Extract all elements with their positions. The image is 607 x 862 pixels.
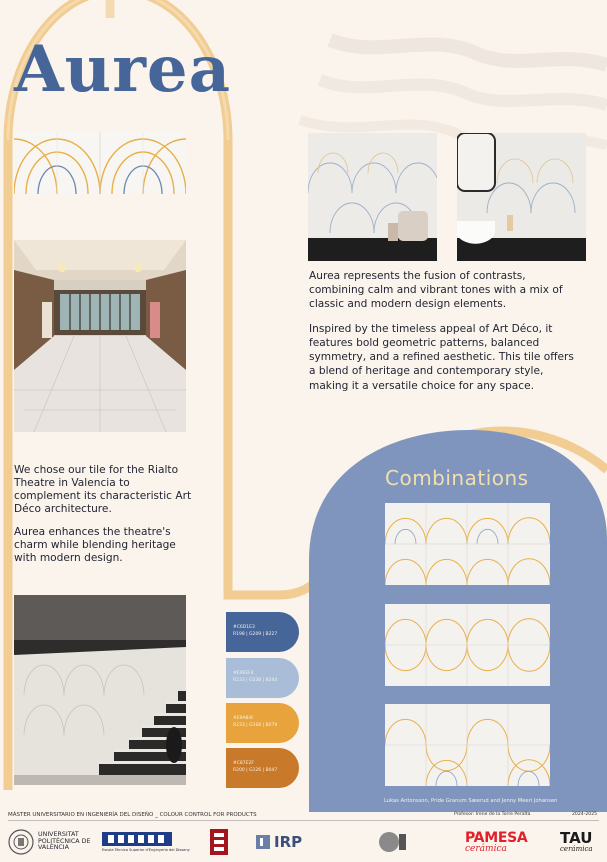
swatch-hex: #E9A84F [233,716,254,721]
combination-row-1 [385,503,550,585]
swatch-hex: #E9EEF4 [233,671,254,676]
combination-row-2 [385,604,550,686]
left-text-paragraph-1: We chose our tile for the Rialto Theatre in Valencia to complement its characteristic Art Déco architecture. [14,464,192,515]
dega-emblem-icon [208,827,230,857]
pamesa-logo [465,826,527,858]
footer-divider [8,820,599,821]
main-description [309,269,577,404]
color-swatch-3 [226,703,299,743]
theatre-lobby-photo [14,240,186,432]
pamesa-logo-text: PAMESA [465,829,528,846]
tau-logo-subtext: cerámica [560,845,593,853]
swatch-rgb: R200 | G126 | B047 [233,768,278,773]
tau-logo-text: TAU [560,829,593,847]
swatch-rgb: R233 | G238 | B244 [233,678,278,683]
staircase-photo [14,595,186,785]
irp-logo [255,826,302,858]
upv-seal-icon [8,829,34,855]
swatch-rgb: R233 | G168 | B079 [233,723,278,728]
dega-logo [208,826,230,858]
color-swatch-1 [226,612,299,652]
bathroom-photo-left [308,133,437,261]
upv-logo [8,826,98,858]
research-group-logo [377,826,407,858]
swatch-rgb: R198 | G209 | B227 [233,632,278,637]
page-title: Aurea [14,32,232,107]
description-paragraph-1: Aurea represents the fusion of contrasts, combining calm and vibrant tones with a mix of classic and modern design elements. [309,270,563,311]
research-group-icon [377,830,407,854]
description-paragraph-2: Inspired by the timeless appeal of Art Déco, it features bold geometric patterns, balanced symmetry, and a refined aesthetic. This tile offers a blend of heritage and contemporary style, making it a versatile choice for any space. [309,323,574,392]
footer-professor: Profesor: Irene de la Torre Peralta [454,812,531,817]
footer-year: 2024-2025 [572,812,598,817]
bathroom-photo-right [457,133,586,261]
tile-pattern-image [14,132,186,194]
etsid-logo [102,826,196,858]
irp-mark-icon [255,834,271,850]
color-swatch-2 [226,658,299,698]
authors-credit: Lukas Antonsson, Pride Granum Sæerud and Jenny Meeri Johansen [384,798,558,804]
pamesa-logo-subtext: cerámica [465,843,507,854]
left-description [14,464,196,574]
footer-program: MÁSTER UNIVERSITARIO EN INGENIERÍA DEL DISEÑO _ COLOUR CONTROL FOR PRODUCTS [8,812,257,818]
swatch-hex: #C6D1E3 [233,625,255,630]
upv-logo-text: UNIVERSITAT POLITÈCNICA DE VALÈNCIA [38,830,91,852]
left-text-paragraph-2: Aurea enhances the theatre's charm while blending heritage with modern design. [14,525,176,564]
irp-logo-text: IRP [274,833,303,851]
combination-row-3 [385,704,550,786]
color-swatch-4 [226,748,299,788]
tau-logo [560,826,593,858]
swatch-hex: #C87E2F [233,761,254,766]
etsid-mark-icon [102,832,172,846]
etsid-logo-text: Escola Tècnica Superior d'Enginyeria del Disseny [102,847,190,852]
combinations-title: Combinations [385,466,529,490]
